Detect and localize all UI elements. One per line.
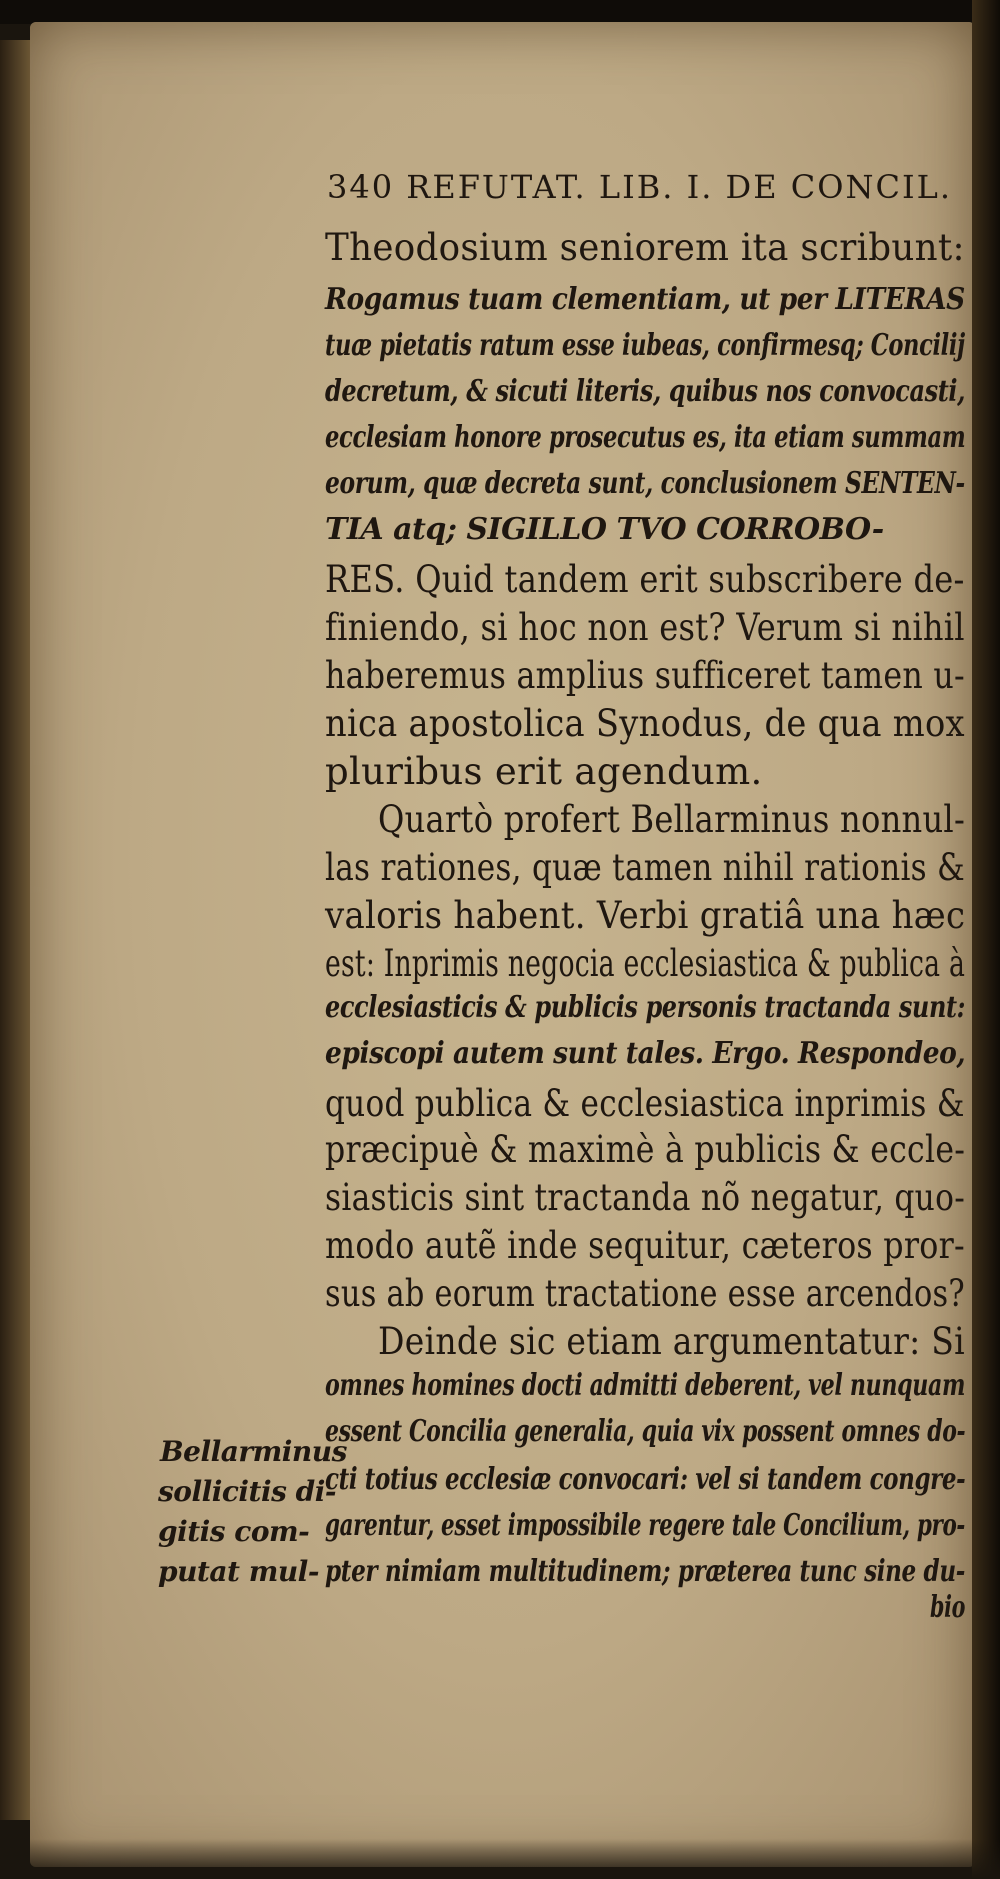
text-line: las rationes, quæ tamen nihil rationis & bbox=[325, 846, 966, 889]
text-line: garentur, esset impossibile regere tale Concilium, pro- bbox=[325, 1508, 965, 1543]
marginal-note-line: gitis com- bbox=[158, 1515, 310, 1548]
text-line: quod publica & ecclesiastica inprimis & bbox=[325, 1082, 965, 1125]
text-line: bio bbox=[930, 1590, 966, 1625]
text-line: decretum, & sicuti literis, quibus nos convocasti, bbox=[325, 374, 966, 409]
text-line: TIA atq; SIGILLO TVO CORROBO- bbox=[325, 512, 884, 547]
text-line: RES. Quid tandem erit subscribere de- bbox=[325, 558, 965, 601]
book-spine-edge bbox=[0, 40, 30, 1820]
text-line: nica apostolica Synodus, de qua mox bbox=[325, 702, 965, 745]
page-edge-right bbox=[972, 0, 1000, 1879]
text-line: ecclesiam honore prosecutus es, ita etiam summam bbox=[325, 420, 966, 455]
text-line: Rogamus tuam clementiam, ut per LITERAS bbox=[325, 282, 965, 317]
text-line: pluribus erit agendum. bbox=[325, 750, 763, 793]
text-line: Deinde sic etiam argumentatur: Si bbox=[378, 1320, 966, 1363]
text-line: Quartò profert Bellarminus nonnul- bbox=[378, 798, 966, 841]
scan-border-top bbox=[0, 0, 1000, 24]
text-line: essent Concilia generalia, quia vix possent omnes do- bbox=[325, 1414, 966, 1449]
text-line: præcipuè & maximè à publicis & eccle- bbox=[325, 1128, 966, 1171]
text-line: finiendo, si hoc non est? Verum si nihil bbox=[325, 606, 965, 649]
text-line: modo autẽ inde sequitur, cæteros pror- bbox=[325, 1224, 966, 1267]
text-line: tuæ pietatis ratum esse iubeas, confirmesq; Concilij bbox=[325, 328, 965, 363]
text-line: ecclesiasticis & publicis personis tractanda sunt: bbox=[325, 990, 966, 1025]
text-line: Theodosium seniorem ita scribunt: bbox=[325, 226, 965, 269]
text-line: valoris habent. Verbi gratiâ una hæc bbox=[325, 894, 966, 937]
text-line: haberemus amplius sufficeret tamen u- bbox=[325, 654, 965, 697]
text-line: est: Inprimis negocia ecclesiastica & publica à bbox=[325, 942, 966, 985]
text-line: eorum, quæ decreta sunt, conclusionem SENTEN- bbox=[325, 466, 965, 501]
text-line: siasticis sint tractanda nõ negatur, quo- bbox=[325, 1176, 966, 1219]
scan-border-bottom bbox=[0, 1839, 1000, 1879]
text-line: episcopi autem sunt tales. Ergo. Respondeo, bbox=[325, 1036, 966, 1071]
marginal-note-line: sollicitis di- bbox=[158, 1475, 336, 1508]
text-line: cti totius ecclesiæ convocari: vel si tandem congre- bbox=[325, 1462, 966, 1497]
text-line: sus ab eorum tractatione esse arcendos? bbox=[325, 1272, 965, 1315]
text-line: omnes homines docti admitti deberent, vel nunquam bbox=[325, 1368, 966, 1403]
text-line: pter nimiam multitudinem; præterea tunc sine du- bbox=[325, 1554, 965, 1589]
marginal-note-line: Bellarminus bbox=[160, 1435, 347, 1468]
running-header: 340 REFUTAT. LIB. I. DE CONCIL. bbox=[327, 168, 952, 206]
marginal-note-line: putat mul- bbox=[158, 1555, 319, 1588]
